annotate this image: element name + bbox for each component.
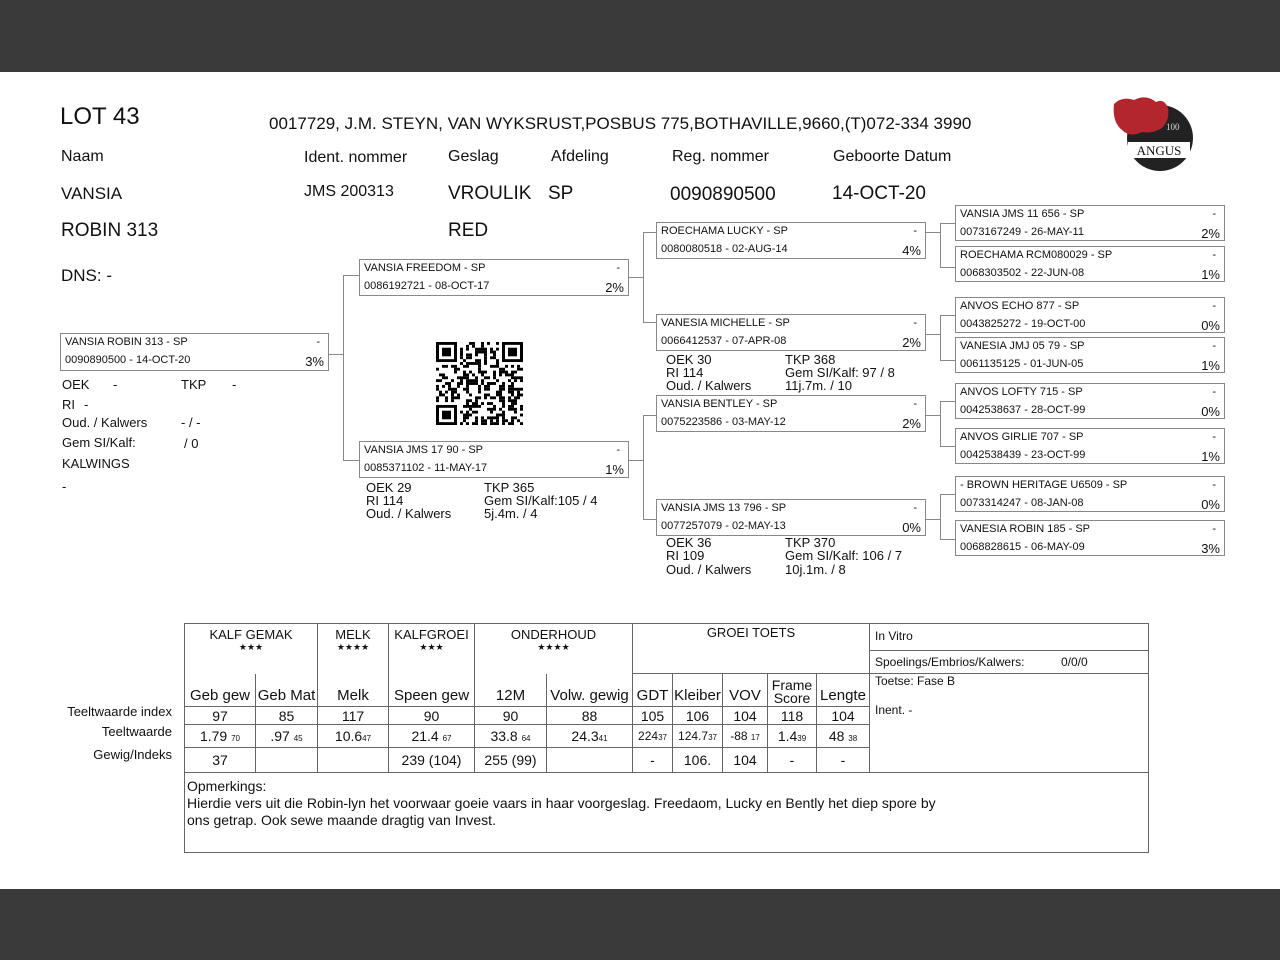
gp-oud-value: 11j.7m. / 10: [785, 378, 852, 393]
animal-reg: 0090890500: [670, 184, 776, 205]
sire-reg: 0086192721 - 08-OCT-17: [364, 280, 490, 292]
subject-tkp-value: -: [232, 377, 237, 392]
gp-oud-value: 10j.1m. / 8: [785, 562, 846, 577]
gp-reg: 0075223586 - 03-MAY-12: [661, 416, 786, 428]
pedigree-line: [940, 494, 955, 495]
pedigree-line: [343, 275, 359, 276]
index-cell: 90: [475, 707, 547, 725]
performance-table: [184, 623, 1149, 853]
remarks-title: Opmerkings:: [187, 778, 267, 794]
subject-reg: 0090890500 - 14-OCT-20: [65, 354, 191, 366]
tw-cell: [475, 725, 547, 748]
qr-code: [436, 342, 523, 425]
gp-pct: 2%: [902, 335, 921, 350]
tw-accuracy: 67: [442, 734, 452, 743]
tw-accuracy: 47: [362, 734, 372, 743]
dam-tkp: TKP 365: [484, 480, 535, 495]
pedigree-ggp: [955, 383, 1225, 419]
group-label: MELK: [335, 627, 371, 642]
col-kleiber: Kleiber: [673, 674, 723, 707]
row-label-tw: Teeltwaarde: [101, 724, 172, 739]
header-geboorte: Geboorte Datum: [833, 148, 952, 165]
gp-name: VANSIA BENTLEY - SP: [661, 398, 778, 410]
tw-value: .97: [270, 728, 290, 744]
group-onderhoud: [475, 624, 633, 674]
index-cell: 90: [389, 707, 475, 725]
ggp-reg: 0068303502 - 22-JUN-08: [960, 267, 1085, 279]
gp-ri: RI 109: [666, 548, 705, 563]
pedigree-line: [940, 223, 941, 267]
col-geb-mat: Geb Mat: [256, 674, 318, 707]
animal-sex: VROULIK: [448, 183, 532, 204]
subject-oud-label: Oud. / Kalwers: [62, 415, 148, 430]
pedigree-line: [940, 267, 955, 268]
dam-gem: Gem SI/Kalf:105 / 4: [484, 493, 598, 508]
logo-text: ANGUS: [1136, 143, 1182, 158]
dam-pct: 1%: [605, 462, 624, 477]
gp-reg: 0080080518 - 02-AUG-14: [661, 243, 788, 255]
angus-logo: [1112, 94, 1194, 172]
gewig-cell: 106.: [673, 748, 723, 773]
bottom-letterbox: [0, 889, 1280, 960]
gp-name: VANSIA JMS 13 796 - SP: [661, 502, 787, 514]
dns-status: DNS: -: [61, 266, 112, 285]
pedigree-line: [629, 277, 644, 278]
subject-oud-value: - / -: [181, 415, 201, 430]
lot-sheet: [0, 72, 1280, 889]
col-vov: VOV: [723, 674, 768, 707]
subject-kalwings-value: -: [62, 479, 67, 494]
pedigree-line: [926, 334, 941, 335]
pedigree-line: [940, 315, 955, 316]
ggp-dash: -: [1212, 386, 1216, 398]
gp-oek: OEK 30: [666, 352, 712, 367]
ggp-dash: -: [1212, 479, 1216, 491]
toetse-label: Toetse: Fase B: [875, 674, 956, 688]
ggp-name: VANESIA JMJ 05 79 - SP: [960, 340, 1085, 352]
col-gdt: GDT: [633, 674, 673, 707]
tw-cell: [185, 725, 256, 748]
tw-value: -88: [730, 729, 748, 743]
tw-value: 24.3: [571, 728, 599, 744]
gp-name: VANESIA MICHELLE - SP: [661, 317, 790, 329]
pedigree-line: [940, 401, 955, 402]
ggp-pct: 0%: [1201, 497, 1220, 512]
dam-name: VANSIA JMS 17 90 - SP: [364, 444, 484, 456]
gp-dash: -: [913, 502, 917, 514]
gp-name: ROECHAMA LUCKY - SP: [661, 225, 788, 237]
tw-value: 33.8: [490, 728, 518, 744]
tw-accuracy: 17: [750, 733, 760, 742]
subject-gem-label: Gem SI/Kalf:: [62, 435, 136, 450]
index-cell: 106: [673, 707, 723, 725]
header-ident: Ident. nommer: [304, 149, 408, 166]
pedigree-line: [940, 315, 941, 360]
tw-cell: [768, 725, 817, 748]
row-label-gewig: Gewig/Indeks: [93, 747, 172, 762]
pedigree-line: [343, 275, 344, 460]
pedigree-grandsire-maternal: [656, 395, 926, 432]
tw-value: 21.4: [411, 728, 439, 744]
header-naam: Naam: [61, 148, 104, 165]
gewig-cell: 255 (99): [475, 748, 547, 773]
tw-value: 48: [828, 728, 845, 744]
pedigree-ggp: [955, 520, 1225, 556]
invitro-cell: [870, 624, 1149, 674]
pedigree-line: [343, 460, 359, 461]
tw-accuracy: 70: [231, 734, 241, 743]
gp-oud-label: Oud. / Kalwers: [666, 378, 752, 393]
ggp-name: VANSIA JMS 11 656 - SP: [960, 208, 1085, 220]
group-label: GROEI TOETS: [706, 625, 796, 640]
pedigree-line: [643, 232, 656, 233]
group-kalf-gemak: [185, 624, 318, 674]
gp-oek: OEK 36: [666, 535, 712, 550]
sire-name: VANSIA FREEDOM - SP: [364, 262, 486, 274]
ggp-dash: -: [1212, 340, 1216, 352]
gp-pct: 2%: [902, 416, 921, 431]
breeder-info: 0017729, J.M. STEYN, VAN WYKSRUST,POSBUS 775,BOTHAVILLE,9660,(T)072-334 3990: [269, 114, 972, 133]
dam-oud-value: 5j.4m. / 4: [484, 506, 538, 521]
ggp-reg: 0068828615 - 06-MAY-09: [960, 541, 1085, 553]
animal-name-line1: VANSIA: [61, 184, 123, 203]
gp-tkp: TKP 368: [785, 352, 836, 367]
tw-value: 1.79: [199, 728, 228, 744]
animal-name-line2: ROBIN 313: [61, 220, 159, 241]
row-label-index: Teeltwaarde index: [67, 704, 172, 719]
pedigree-granddam-maternal: [656, 499, 926, 536]
subject-dash: -: [316, 336, 320, 348]
gp-oud-label: Oud. / Kalwers: [666, 562, 752, 577]
index-cell: 88: [547, 707, 633, 725]
tw-cell: [318, 725, 389, 748]
top-letterbox: [0, 0, 1280, 72]
col-geb-gew: Geb gew: [185, 674, 256, 707]
tw-cell: [633, 725, 673, 748]
gp-gem: Gem SI/Kalf: 97 / 8: [785, 365, 895, 380]
ggp-dash: -: [1212, 300, 1216, 312]
ggp-name: - BROWN HERITAGE U6509 - SP: [960, 479, 1128, 491]
ggp-reg: 0061135125 - 01-JUN-05: [960, 358, 1084, 370]
pedigree-line: [926, 519, 941, 520]
header-afdeling: Afdeling: [551, 148, 609, 165]
gewig-cell: 37: [185, 748, 256, 773]
ggp-pct: 1%: [1201, 267, 1220, 282]
tw-cell: [389, 725, 475, 748]
pedigree-line: [629, 460, 644, 461]
pedigree-sire: [359, 259, 629, 296]
index-cell: 104: [723, 707, 768, 725]
star-rating: ★★★: [419, 642, 444, 652]
tw-value: 1.4: [777, 728, 798, 744]
ggp-pct: 3%: [1201, 541, 1220, 556]
tw-value: 124.7: [678, 729, 709, 743]
sire-dash: -: [616, 262, 620, 274]
ggp-pct: 2%: [1201, 226, 1220, 241]
ggp-pct: 0%: [1201, 318, 1220, 333]
subject-gem-value: / 0: [184, 436, 199, 451]
pedigree-line: [940, 360, 955, 361]
gewig-cell: -: [633, 748, 673, 773]
pedigree-line: [940, 494, 941, 539]
tw-accuracy: 45: [293, 734, 303, 743]
index-cell: 104: [817, 707, 870, 725]
index-cell: 105: [633, 707, 673, 725]
pedigree-line: [643, 232, 644, 322]
pedigree-line: [940, 223, 955, 224]
toetse-cell: [870, 674, 1149, 773]
subject-ri-label: RI: [62, 397, 75, 412]
gp-dash: -: [913, 225, 917, 237]
group-groei-toets: [633, 624, 870, 674]
gewig-cell: [547, 748, 633, 773]
pedigree-line: [940, 446, 955, 447]
ggp-reg: 0073314247 - 08-JAN-08: [960, 497, 1084, 509]
gewig-cell: 104: [723, 748, 768, 773]
lot-number: LOT 43: [60, 103, 140, 130]
header-geslag: Geslag: [448, 148, 499, 165]
gp-reg: 0066412537 - 07-APR-08: [661, 335, 787, 347]
pedigree-ggp: [955, 428, 1225, 464]
gp-tkp: TKP 370: [785, 535, 836, 550]
pedigree-ggp: [955, 297, 1225, 333]
gewig-cell: [256, 748, 318, 773]
dam-dash: -: [616, 444, 620, 456]
tw-value: 224: [638, 729, 659, 743]
gp-gem: Gem SI/Kalf: 106 / 7: [785, 548, 903, 563]
col-speen-gew: Speen gew: [389, 674, 475, 707]
pedigree-line: [926, 232, 941, 233]
tw-accuracy: 64: [521, 734, 531, 743]
dam-ri: RI 114: [366, 493, 404, 508]
dam-oud-label: Oud. / Kalwers: [366, 506, 452, 521]
group-label: KALFGROEI: [394, 627, 469, 642]
inent-label: Inent. -: [875, 703, 913, 717]
pedigree-ggp: [955, 246, 1225, 282]
index-cell: 85: [256, 707, 318, 725]
pedigree-ggp: [955, 337, 1225, 373]
col-lengte: Lengte: [817, 674, 870, 707]
gp-reg: 0077257079 - 02-MAY-13: [661, 520, 786, 532]
ggp-dash: -: [1212, 208, 1216, 220]
tw-accuracy: 38: [848, 734, 858, 743]
subject-tkp-label: TKP: [181, 377, 207, 392]
ggp-name: ANVOS ECHO 877 - SP: [960, 300, 1080, 312]
gp-dash: -: [913, 317, 917, 329]
tw-cell: [817, 725, 870, 748]
tw-cell: [723, 725, 768, 748]
animal-afdeling: SP: [548, 183, 574, 204]
subject-pct: 3%: [305, 354, 324, 369]
invitro-label: In Vitro: [875, 629, 913, 643]
col-12m: 12M: [475, 674, 547, 707]
header-reg: Reg. nommer: [672, 148, 769, 165]
ggp-name: ANVOS LOFTY 715 - SP: [960, 386, 1083, 398]
tw-cell: [256, 725, 318, 748]
group-label: KALF GEMAK: [209, 627, 293, 642]
pedigree-line: [643, 415, 656, 416]
remarks-cell: [185, 773, 1149, 853]
ggp-reg: 0043825272 - 19-OCT-00: [960, 318, 1086, 330]
pedigree-line: [940, 401, 941, 446]
ggp-reg: 0042538637 - 28-OCT-99: [960, 404, 1086, 416]
index-cell: 118: [768, 707, 817, 725]
group-melk: [318, 624, 389, 674]
ggp-dash: -: [1212, 431, 1216, 443]
ggp-reg: 0042538439 - 23-OCT-99: [960, 449, 1086, 461]
ggp-name: ANVOS GIRLIE 707 - SP: [960, 431, 1084, 443]
spoelings-value: 0/0/0: [1061, 655, 1088, 669]
pedigree-line: [926, 415, 941, 416]
gp-pct: 0%: [902, 520, 921, 535]
svg-text:100: 100: [1166, 122, 1180, 132]
gewig-cell: -: [817, 748, 870, 773]
subject-oek-label: OEK: [62, 377, 90, 392]
pedigree-line: [329, 354, 344, 355]
tw-accuracy: 37: [708, 733, 717, 742]
subject-kalwings-label: KALWINGS: [62, 456, 130, 471]
ggp-pct: 0%: [1201, 404, 1220, 419]
gewig-cell: 239 (104): [389, 748, 475, 773]
tw-accuracy: 39: [797, 734, 807, 743]
star-rating: ★★★: [238, 642, 264, 652]
col-melk: Melk: [318, 674, 389, 707]
pedigree-ggp: [955, 205, 1225, 241]
pedigree-line: [643, 519, 656, 520]
animal-colour: RED: [448, 220, 489, 241]
gp-dash: -: [913, 398, 917, 410]
ggp-name: ROECHAMA RCM080029 - SP: [960, 249, 1113, 261]
pedigree-dam: [359, 441, 629, 478]
pedigree-line: [643, 415, 644, 519]
col-volw-gewig: Volw. gewig: [547, 674, 633, 707]
remarks-line: ons getrap. Ook sewe maande dragtig van Invest.: [187, 812, 496, 828]
ggp-reg: 0073167249 - 26-MAY-11: [960, 226, 1084, 238]
col-frame-score: Frame Score: [768, 674, 817, 707]
subject-oek-value: -: [113, 377, 118, 392]
tw-accuracy: 37: [658, 733, 667, 742]
gewig-cell: -: [768, 748, 817, 773]
animal-dob: 14-OCT-20: [832, 183, 926, 204]
gewig-cell: [318, 748, 389, 773]
index-cell: 97: [185, 707, 256, 725]
star-rating: ★★★★: [537, 642, 570, 652]
gp-pct: 4%: [902, 243, 921, 258]
ggp-dash: -: [1212, 249, 1216, 261]
ggp-name: VANESIA ROBIN 185 - SP: [960, 523, 1091, 535]
dam-reg: 0085371102 - 11-MAY-17: [364, 462, 488, 474]
remarks-line: Hierdie vers uit die Robin-lyn het voorwaar goeie vaars in haar voorgeslag. Freedaom, Lucky en Bently het diep spore by: [187, 795, 936, 811]
spoelings-label: Spoelings/Embrios/Kalwers:: [875, 655, 1025, 669]
sire-pct: 2%: [605, 280, 624, 295]
pedigree-line: [643, 322, 656, 323]
subject-ri-value: -: [84, 397, 89, 412]
tw-cell: [673, 725, 723, 748]
tw-value: 10.6: [334, 728, 363, 744]
animal-ident: JMS 200313: [304, 183, 394, 200]
ggp-pct: 1%: [1201, 358, 1220, 373]
dam-oek: OEK 29: [366, 480, 412, 495]
tw-cell: [547, 725, 633, 748]
pedigree-grandsire-paternal: [656, 222, 926, 259]
index-cell: 117: [318, 707, 389, 725]
star-rating: ★★★★: [336, 642, 370, 652]
gp-ri: RI 114: [666, 365, 704, 380]
group-label: ONDERHOUD: [510, 627, 597, 642]
ggp-dash: -: [1212, 523, 1216, 535]
pedigree-line: [940, 539, 955, 540]
pedigree-ggp: [955, 476, 1225, 512]
pedigree-granddam-paternal: [656, 314, 926, 351]
subject-name: VANSIA ROBIN 313 - SP: [65, 336, 188, 348]
group-kalfgroei: [389, 624, 475, 674]
ggp-pct: 1%: [1201, 449, 1220, 464]
pedigree-subject: [60, 333, 329, 371]
tw-accuracy: 41: [598, 734, 608, 743]
